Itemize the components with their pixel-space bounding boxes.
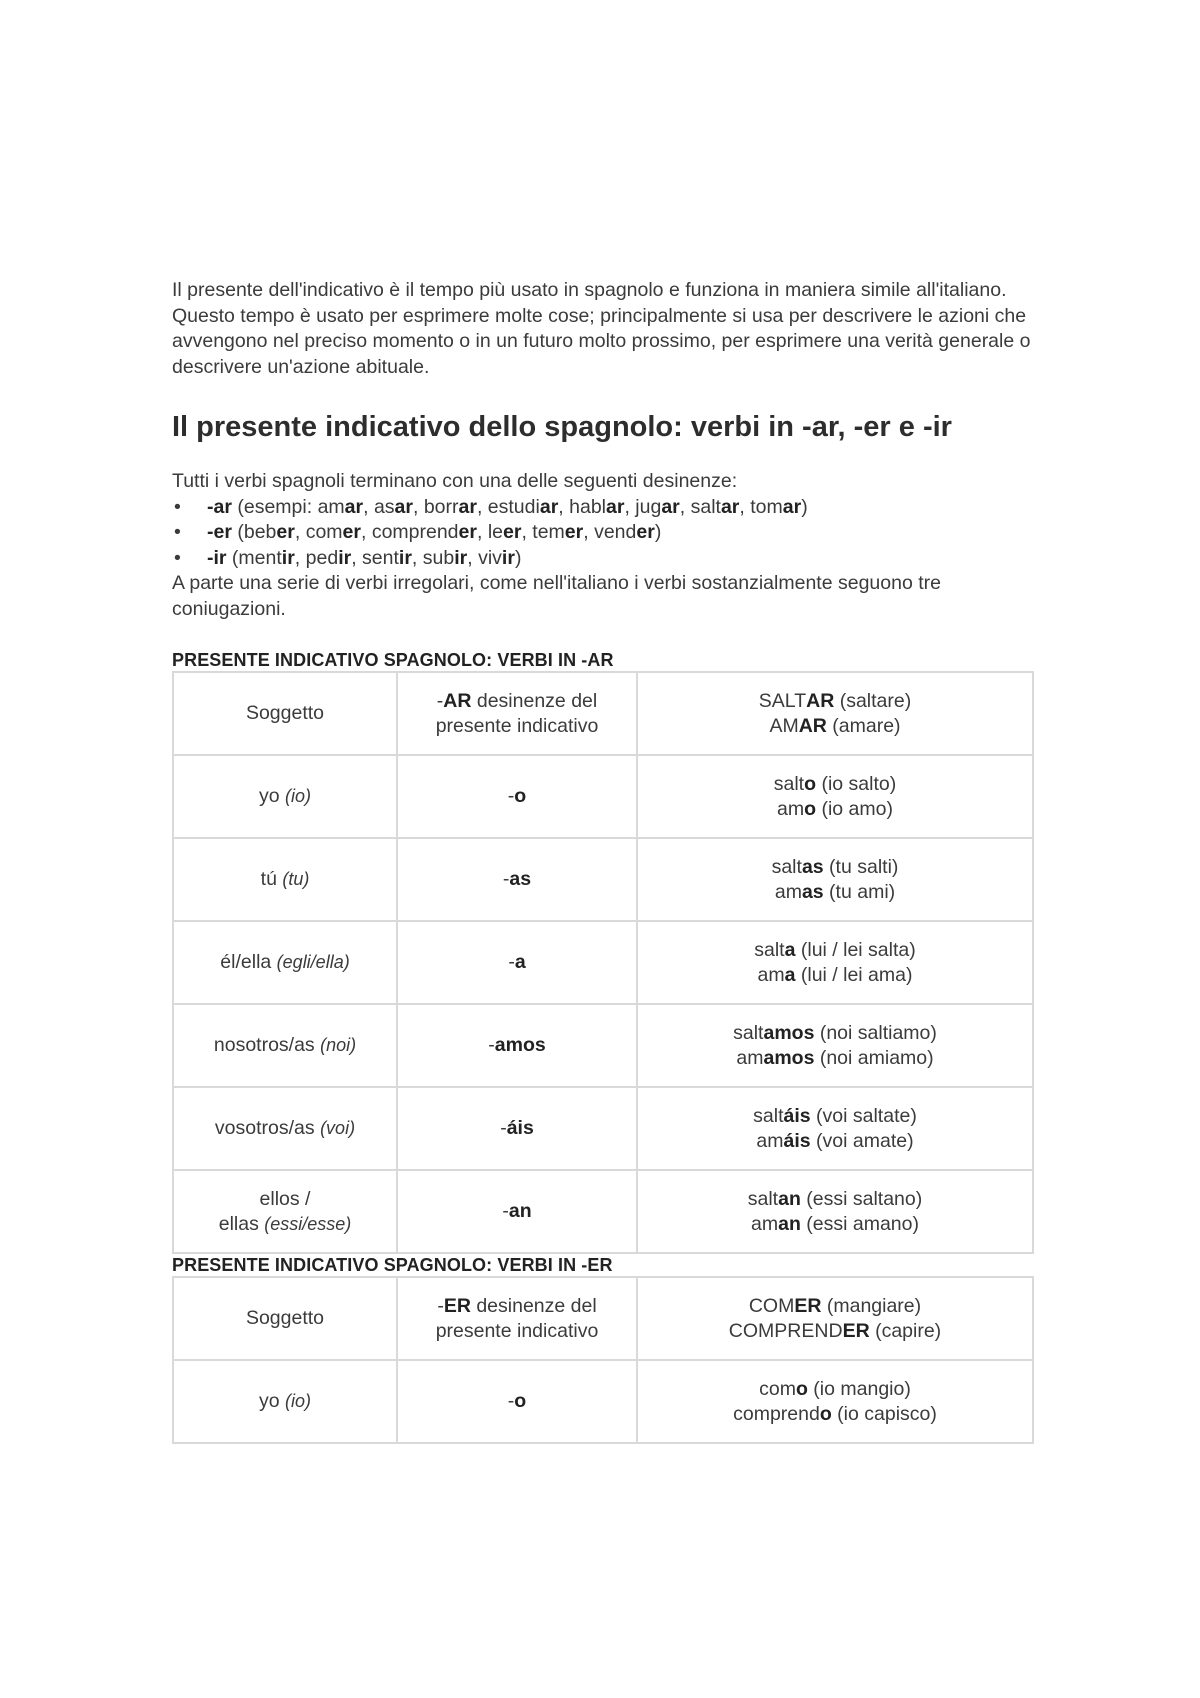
subject-main (215, 1117, 355, 1139)
verb-stem: am (756, 1129, 784, 1152)
outro-paragraph: A parte una serie di verbi irregolari, come nell'italiano i verbi sostanzialmente seguono tre coniugazioni. (172, 572, 941, 620)
verb-stem: salt (773, 772, 805, 795)
verb-ending: AR (806, 689, 835, 712)
subject-spanish: él/ella (220, 951, 272, 973)
verb-ending: ir (501, 546, 515, 569)
verb-translation: (io mangio) (807, 1377, 911, 1400)
verb-stem: salt (733, 1021, 764, 1044)
example-verb (362, 547, 412, 569)
subject-main (259, 1390, 311, 1412)
verb-form (638, 938, 1032, 963)
verb-translation: (tu ami) (823, 880, 896, 903)
verb-translation: (capire) (869, 1319, 942, 1342)
header-verbs (637, 1277, 1033, 1360)
verb-form (638, 880, 1032, 905)
verb-ending: o (795, 1377, 808, 1400)
verb-form (638, 772, 1032, 797)
verb-translation: (voi saltate) (810, 1104, 917, 1127)
example-verb (750, 496, 801, 518)
verb-stem: borr (423, 495, 459, 518)
example-verb (635, 496, 679, 518)
header-ending-bold: AR (443, 689, 472, 712)
header-ending-text: desinenze del presente indicativo (435, 689, 599, 737)
example-verb (374, 496, 413, 518)
header-verb (638, 1294, 1032, 1319)
row-forms (637, 921, 1033, 1004)
verb-ending: o (804, 772, 817, 795)
verb-ending: AR (798, 714, 827, 737)
verb-stem: habl (569, 495, 606, 518)
header-ending-bold: ER (443, 1294, 471, 1317)
verb-form (638, 963, 1032, 988)
verb-ending: a (784, 938, 796, 961)
verb-ending: amos (763, 1021, 815, 1044)
verb-stem: jug (635, 495, 662, 518)
row-forms (637, 1087, 1033, 1170)
verb-stem: am (736, 1046, 764, 1069)
row-forms (637, 755, 1033, 838)
verb-translation: (lui / lei ama) (795, 963, 913, 986)
subject-spanish: vosotros/as (214, 1117, 315, 1139)
verb-ending: ER (842, 1319, 870, 1342)
verb-form (638, 1104, 1032, 1129)
row-subject (173, 838, 397, 921)
verb-translation: (io capisco) (831, 1402, 937, 1425)
header-subject: Soggetto (173, 672, 397, 755)
verb-ending: ar (782, 495, 802, 518)
verb-translation: (noi saltiamo) (814, 1021, 937, 1044)
verb-form (638, 1187, 1032, 1212)
row-forms (637, 1360, 1033, 1443)
header-verb (638, 689, 1032, 714)
verb-translation: (saltare) (834, 689, 912, 712)
example-verb (424, 496, 477, 518)
verb-translation: (voi amate) (810, 1129, 914, 1152)
ending-label: -ir (207, 546, 227, 569)
verb-ending: ir (338, 546, 352, 569)
endings-lead-text: Tutti i verbi spagnoli terminano con una delle seguenti desinenze: (172, 470, 738, 492)
verb-stem: salt (747, 1187, 779, 1210)
ending-list-item: • -er (beber, comer, comprender, leer, temer, vender) (172, 520, 1032, 546)
table-row (173, 1170, 1033, 1253)
subject-spanish: yo (258, 1390, 280, 1412)
verb-ending: ir (281, 546, 295, 569)
table-row (173, 1087, 1033, 1170)
table-row (173, 838, 1033, 921)
example-verb (244, 521, 295, 543)
row-subject (173, 921, 397, 1004)
ending-bold: o (514, 1390, 527, 1412)
subject-spanish: yo (258, 785, 280, 807)
verb-ending: amos (763, 1046, 815, 1069)
row-forms (637, 838, 1033, 921)
example-verb (478, 547, 515, 569)
verb-ending: áis (783, 1129, 811, 1152)
verb-stem: am (317, 495, 345, 518)
verb-stem: salt (690, 495, 721, 518)
example-verb (594, 521, 655, 543)
verb-stem: comprend (371, 521, 459, 543)
verb-stem: le (487, 521, 503, 543)
verb-form (638, 1377, 1032, 1402)
subject-main (261, 868, 310, 890)
verb-ending: ar (606, 495, 625, 518)
subject-italian: (tu) (282, 869, 310, 889)
endings-list (172, 495, 1032, 572)
subject-main (259, 785, 311, 807)
ending-bold: a (514, 951, 526, 973)
ending-bold: áis (506, 1117, 534, 1139)
verb-form (638, 1046, 1032, 1071)
example-verb (488, 521, 522, 543)
verb-ending: an (778, 1187, 801, 1210)
verb-stem: estudi (487, 495, 540, 518)
example-verb (318, 496, 364, 518)
row-ending: -a (397, 921, 637, 1004)
verb-stem: COM (748, 1294, 795, 1317)
verb-form (638, 1212, 1032, 1237)
header-ending: -ER desinenze del presente indicativo (397, 1277, 637, 1360)
table-title: PRESENTE INDICATIVO SPAGNOLO: VERBI IN -ER (172, 1255, 613, 1275)
bullet-icon: • (174, 546, 181, 569)
example-verb (306, 521, 361, 543)
subject-italian: (io) (285, 1391, 312, 1411)
verb-ending: ar (344, 495, 364, 518)
verb-ending: er (458, 521, 477, 543)
verb-form (638, 1021, 1032, 1046)
verb-translation: (io salto) (816, 772, 897, 795)
row-ending: -as (397, 838, 637, 921)
subject-main (214, 1034, 356, 1056)
table-header-row (173, 1277, 1033, 1360)
verb-stem: tem (532, 521, 565, 543)
table-header-row (173, 672, 1033, 755)
example-verb (569, 496, 624, 518)
verb-stem: COMPREND (728, 1319, 843, 1342)
row-subject (173, 1004, 397, 1087)
header-verbs (637, 672, 1033, 755)
row-subject (173, 1360, 397, 1443)
ending-bold: as (509, 868, 532, 890)
example-verb (488, 496, 558, 518)
verb-ending: ar (539, 495, 559, 518)
table-row (173, 755, 1033, 838)
row-forms (637, 1004, 1033, 1087)
verb-ending: ir (454, 546, 468, 569)
subject-spanish: nosotros/as (213, 1034, 315, 1056)
header-ending: -AR desinenze del presente indicativo (397, 672, 637, 755)
header-verb (638, 1319, 1032, 1344)
subject-italian: (voi) (320, 1118, 356, 1138)
conjugation-table (172, 671, 1034, 1254)
subject-main (219, 1213, 352, 1235)
verb-stem: am (777, 797, 805, 820)
subject-main (220, 951, 349, 973)
example-verb (691, 496, 740, 518)
verb-ending: ar (394, 495, 413, 518)
header-ending-text: desinenze del presente indicativo (435, 1294, 599, 1342)
row-ending: -amos (397, 1004, 637, 1087)
verb-stem: sent (362, 546, 399, 569)
verb-ending: ir (398, 546, 412, 569)
verb-stem: comprend (733, 1402, 820, 1425)
row-subject (173, 755, 397, 838)
row-subject (173, 1170, 397, 1253)
ending-bold: amos (494, 1034, 546, 1056)
verb-stem: salt (754, 938, 785, 961)
ending-label: -ar (207, 495, 232, 518)
header-subject: Soggetto (173, 1277, 397, 1360)
row-ending: -áis (397, 1087, 637, 1170)
example-verb (532, 521, 583, 543)
bullet-icon: • (174, 495, 181, 518)
subject-spanish: ellas (218, 1212, 259, 1235)
section-heading: Il presente indicativo dello spagnolo: verbi in -ar, -er e -ir (172, 411, 952, 443)
document-page (172, 278, 1032, 1444)
table-row (173, 921, 1033, 1004)
conjugation-table (172, 1276, 1034, 1444)
verb-ending: áis (783, 1104, 811, 1127)
verb-ending: ER (794, 1294, 822, 1317)
verb-ending: a (784, 963, 796, 986)
verb-ending: as (801, 855, 824, 878)
verb-translation: (essi saltano) (800, 1187, 923, 1210)
verb-stem: ment (238, 546, 282, 569)
verb-stem: ped (305, 546, 339, 569)
example-verb (238, 547, 294, 569)
verb-ending: er (276, 521, 295, 543)
ending-bold: o (514, 785, 527, 807)
verb-translation: (tu salti) (823, 855, 899, 878)
verb-ending: o (804, 797, 817, 820)
row-subject (173, 1087, 397, 1170)
verb-translation: (noi amiamo) (814, 1046, 934, 1069)
verb-ending: o (819, 1402, 832, 1425)
intro-paragraph: Il presente dell'indicativo è il tempo più usato in spagnolo e funziona in maniera simile all'italiano. Questo tempo è usato per esprimere molte cose; principalmente si usa per descrivere le azioni che avvengono nel preciso momento o in un futuro molto prossimo, per esprimere una verità generale o descrivere un'azione abituale. (172, 279, 1031, 378)
verb-ending: ar (458, 495, 477, 518)
verb-stem: tom (750, 495, 783, 518)
verb-form (638, 855, 1032, 880)
subject-line: ellos / (259, 1187, 311, 1210)
verb-translation: (essi amano) (800, 1212, 919, 1235)
verb-stem: am (774, 880, 802, 903)
example-verb (372, 521, 477, 543)
ending-bold: an (508, 1200, 532, 1222)
bullet-icon: • (174, 521, 181, 543)
row-ending: -o (397, 755, 637, 838)
row-forms (637, 1170, 1033, 1253)
verb-translation: (lui / lei salta) (795, 938, 916, 961)
verb-stem: SALT (758, 689, 807, 712)
verb-ending: ar (661, 495, 680, 518)
verb-stem: beb (243, 521, 277, 543)
verb-stem: com (305, 521, 343, 543)
verb-stem: salt (753, 1104, 784, 1127)
verb-stem: AM (769, 714, 799, 737)
verb-stem: am (751, 1212, 779, 1235)
verb-stem: as (373, 495, 395, 518)
ending-label: -er (207, 521, 232, 543)
verb-stem: vend (594, 521, 637, 543)
subject-italian: (noi) (320, 1035, 357, 1055)
subject-italian: (io) (285, 786, 312, 806)
verb-stem: com (759, 1377, 796, 1400)
verb-ending: ar (720, 495, 740, 518)
examples-prefix: esempi: (243, 495, 318, 518)
table-row (173, 1004, 1033, 1087)
verb-stem: viv (478, 546, 502, 569)
ending-list-item: • -ar (esempi: amar, asar, borrar, estudiar, hablar, jugar, saltar, tomar) (172, 495, 1032, 521)
verb-ending: er (342, 521, 361, 543)
example-verb (423, 547, 467, 569)
verb-ending: er (503, 521, 522, 543)
subject-spanish: tú (260, 868, 277, 890)
table-row (173, 1360, 1033, 1443)
verb-form (638, 1402, 1032, 1427)
verb-translation: (mangiare) (821, 1294, 922, 1317)
verb-stem: am (757, 963, 785, 986)
ending-list-item: • -ir (mentir, pedir, sentir, subir, vivir) (172, 546, 1032, 572)
verb-ending: an (778, 1212, 801, 1235)
verb-ending: as (801, 880, 824, 903)
subject-italian: (essi/esse) (264, 1213, 352, 1234)
verb-stem: salt (771, 855, 802, 878)
header-verb (638, 714, 1032, 739)
verb-form (638, 1129, 1032, 1154)
subject-italian: (egli/ella) (276, 952, 350, 972)
verb-translation: (amare) (826, 714, 901, 737)
verb-ending: er (564, 521, 584, 543)
verb-translation: (io amo) (816, 797, 893, 820)
conjugation-tables (172, 649, 1032, 1444)
verb-stem: sub (422, 546, 455, 569)
verb-ending: er (636, 521, 655, 543)
verb-form (638, 797, 1032, 822)
row-ending: -an (397, 1170, 637, 1253)
example-verb (306, 547, 352, 569)
table-title: PRESENTE INDICATIVO SPAGNOLO: VERBI IN -AR (172, 650, 614, 670)
row-ending: -o (397, 1360, 637, 1443)
